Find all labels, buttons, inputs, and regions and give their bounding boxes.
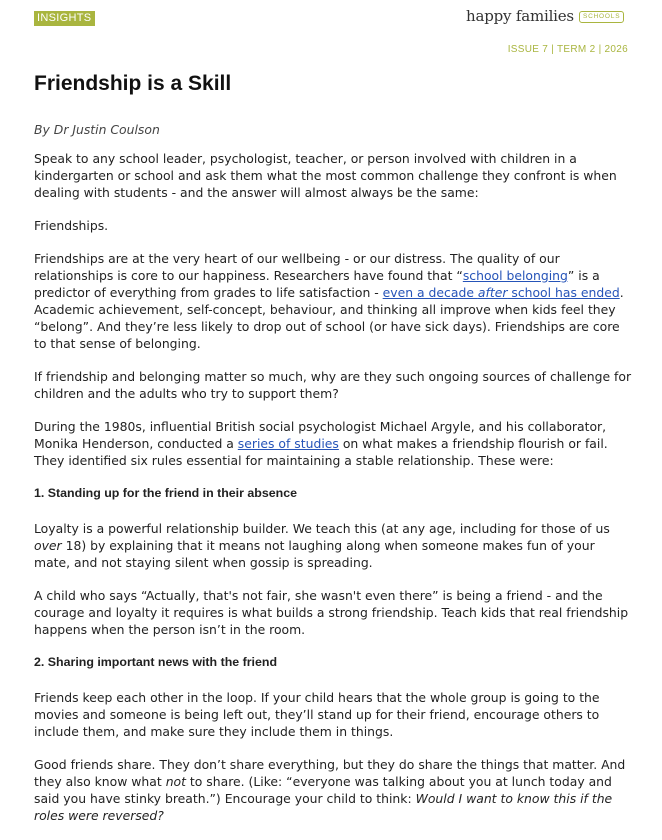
issue-info: ISSUE 7 | TERM 2 | 2026 [507,44,628,55]
paragraph: Good friends share. They don’t share everything, but they do share the things that matter. And they also know what not to share. (Like: “everyone was talking about you at lunch today and said you have stinky breath.”) Encourage your child to think: Would I want to know this if the roles were reversed? [34,757,626,823]
section-tag: INSIGHTS [34,11,95,26]
paragraph: A child who says “Actually, that's not fair, she wasn't even there” is being a friend - and the courage and loyalty it requires is what builds a strong friendship. Teach kids that real friendship happens when the person isn’t in the room. [34,588,629,637]
paragraph: Friendships. [34,218,109,233]
brand-logo[interactable] [466,4,624,28]
decade-after-school-link[interactable]: even a decade after school has ended [382,285,620,300]
paragraph: Loyalty is a powerful relationship builder. We teach this (at any age, including for those of us over 18) by explaining that it means not laughing along when someone makes fun of your mate, and not staying silent when gossip is spreading. [34,521,610,570]
paragraph: Friends keep each other in the loop. If your child hears that the whole group is going to the movies and someone is being left out, they’ll stand up for their friend, encourage others to include them, and make sure they include them in things. [34,690,600,739]
paragraph: Friendships are at the very heart of our wellbeing - or our distress. The quality of our relationships is core to our happiness. Researchers have found that “school belonging” is a predictor of everything from grades to life satisfaction - even a decade after school has ended. Academic achievement, self-concept, behaviour, and thinking all improve when kids feel they “belong”. And they’re less likely to drop out of school (or have sick days). Friendships are core to that sense of belonging. [34,251,624,351]
paragraph: During the 1980s, influential British social psychologist Michael Argyle, and his collaborator, Monika Henderson, conducted a series of studies on what makes a friendship flourish or fail. They identified six rules essential for maintaining a stable relationship. These were: [34,419,608,468]
school-belonging-link[interactable]: school belonging [462,268,568,283]
series-of-studies-link[interactable]: series of studies [237,436,339,451]
article-title: Friendship is a Skill [34,72,232,95]
byline: By Dr Justin Coulson [34,122,160,137]
article-body [34,150,634,840]
section-heading: 2. Sharing important news with the friend [34,655,278,669]
brand-name: happy families [466,7,574,25]
section-heading: 1. Standing up for the friend in their absence [34,486,297,500]
paragraph: Speak to any school leader, psychologist, teacher, or person involved with children in a kindergarten or school and ask them what the most common challenge they confront is when dealing with students - and the answer will almost always be the same: [34,151,617,200]
brand-badge: SCHOOLS [579,11,624,23]
paragraph: If friendship and belonging matter so much, why are they such ongoing sources of challenge for children and the adults who try to support them? [34,369,632,401]
